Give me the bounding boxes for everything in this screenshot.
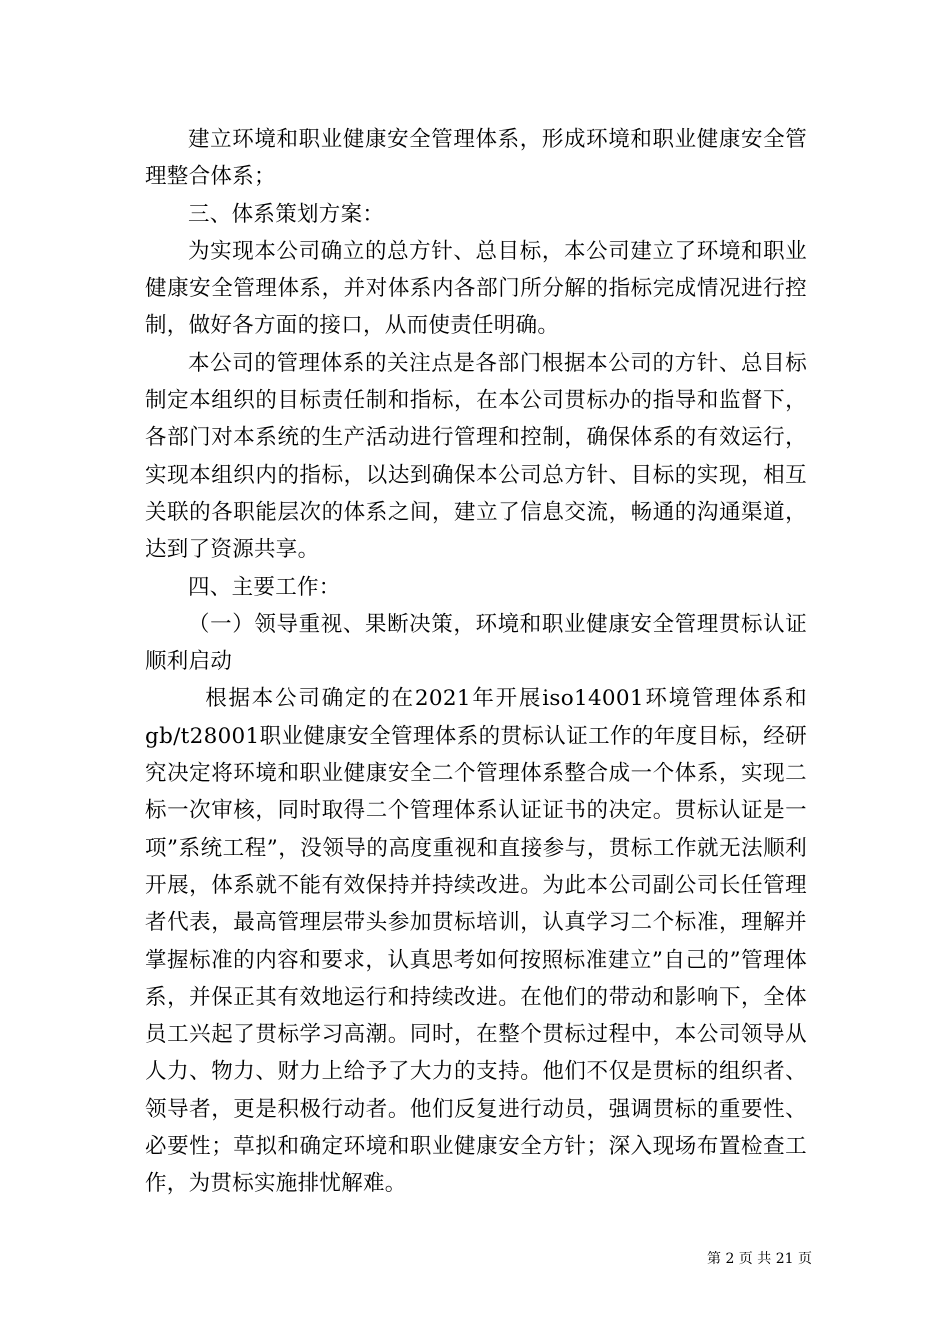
document-body [145, 121, 807, 1203]
paragraph: 为实现本公司确立的总方针、总目标，本公司建立了环境和职业健康安全管理体系，并对体系内各部门所分解的指标完成情况进行控制，做好各方面的接口，从而使责任明确。 [145, 238, 807, 339]
paragraph: 建立环境和职业健康安全管理体系，形成环境和职业健康安全管理整合体系； [145, 127, 807, 190]
section-heading: 四、主要工作： [188, 574, 341, 600]
section-heading: 三、体系策划方案： [188, 201, 385, 227]
paragraph: 根据本公司确定的在2021年开展iso14001环境管理体系和gb/t28001职业健康安全管理体系的贯标认证工作的年度目标，经研究决定将环境和职业健康安全二个管理体系整合成一个体系，实现二标一次审核，同时取得二个管理体系认证证书的决定。贯标认证是一项”系统工程”，没领导的高度重视和直接参与，贯标工作就无法顺利开展，体系就不能有效保持并持续改进。为此本公司副公司长任管理者代表，最高管理层带头参加贯标培训，认真学习二个标准，理解并掌握标准的内容和要求，认真思考如何按照标准建立”自己的”管理体系，并保正其有效地运行和持续改进。在他们的带动和影响下，全体员工兴起了贯标学习高潮。同时，在整个贯标过程中，本公司领导从人力、物力、财力上给予了大力的支持。他们不仅是贯标的组织者、领导者，更是积极行动者。他们反复进行动员，强调贯标的重要性、必要性；草拟和确定环境和职业健康安全方针；深入现场布置检查工作，为贯标实施排忧解难。 [145, 686, 807, 1197]
paragraph: 本公司的管理体系的关注点是各部门根据本公司的方针、总目标制定本组织的目标责任制和指标，在本公司贯标办的指导和监督下，各部门对本系统的生产活动进行管理和控制，确保体系的有效运行，实现本组织内的指标，以达到确保本公司总方针、目标的实现，相互关联的各职能层次的体系之间，建立了信息交流，畅通的沟通渠道，达到了资源共享。 [145, 350, 807, 563]
page-number: 第 2 页 共 21 页 [707, 1251, 812, 1267]
subsection-heading: （一）领导重视、果断决策，环境和职业健康安全管理贯标认证顺利启动 [145, 611, 807, 675]
